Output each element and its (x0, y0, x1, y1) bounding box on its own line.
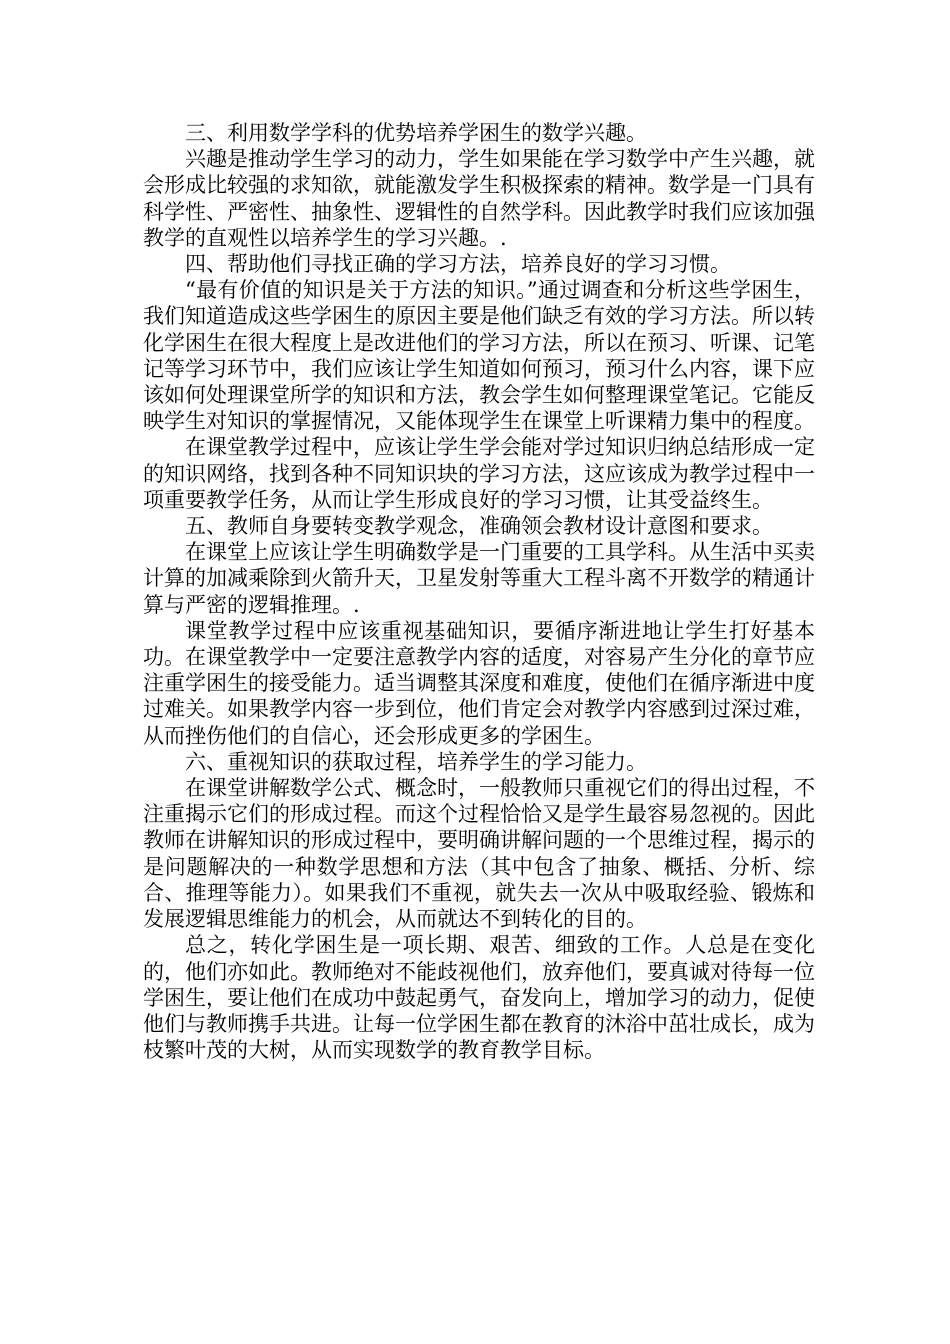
body-paragraph: 兴趣是推动学生学习的动力，学生如果能在学习数学中产生兴趣，就会形成比较强的求知欲，就能激发学生积极探索的精神。数学是一门具有科学性、严密性、抽象性、逻辑性的自然学科。因此教学时我们应该加强教学的直观性以培养学生的学习兴趣。. (143, 147, 815, 250)
body-paragraph: 在课堂教学过程中，应该让学生学会能对学过知识归纳总结形成一定的知识网络，找到各种不同知识块的学习方法，这应该成为教学过程中一项重要教学任务，从而让学生形成良好的学习习惯，让其受益终生。 (143, 435, 815, 512)
section-heading-6: 六、重视知识的获取过程，培养学生的学习能力。 (185, 749, 647, 774)
document-page (143, 120, 815, 1063)
conclusion-paragraph: 总之，转化学困生是一项长期、艰苦、细致的工作。人总是在变化的，他们亦如此。教师绝对不能歧视他们，放弃他们，要真诚对待每一位学困生，要让他们在成功中鼓起勇气，奋发向上，增加学习的动力，促使他们与教师携手共进。让每一位学困生都在教育的沐浴中茁壮成长，成为枝繁叶茂的大树，从而实现数学的教育教学目标。 (143, 933, 815, 1063)
body-paragraph: 课堂教学过程中应该重视基础知识，要循序渐进地让学生打好基本功。在课堂教学中一定要注意教学内容的适度，对容易产生分化的章节应注重学困生的接受能力。适当调整其深度和难度，使他们在循序渐进中度过难关。如果教学内容一步到位，他们肯定会对教学内容感到过深过难，从而挫伤他们的自信心，还会形成更多的学困生。 (143, 618, 815, 748)
section-heading-5: 五、教师自身要转变教学观念，准确领会教材设计意图和要求。 (185, 514, 773, 539)
body-paragraph: 在课堂上应该让学生明确数学是一门重要的工具学科。从生活中买卖计算的加减乘除到火箭升天，卫星发射等重大工程斗离不开数学的精通计算与严密的逻辑推理。. (143, 540, 815, 617)
body-paragraph: “最有价值的知识是关于方法的知识。”通过调查和分析这些学困生，我们知道造成这些学困生的原因主要是他们缺乏有效的学习方法。所以转化学困生在很大程度上是改进他们的学习方法，所以在预习、听课、记笔记等学习环节中，我们应该让学生知道如何预习，预习什么内容，课下应该如何处理课堂所学的知识和方法，教会学生如何整理课堂笔记。它能反映学生对知识的掌握情况，又能体现学生在课堂上听课精力集中的程度。 (143, 278, 815, 434)
section-heading-3: 三、利用数学学科的优势培养学困生的数学兴趣。 (185, 121, 647, 145)
body-paragraph: 在课堂讲解数学公式、概念时，一般教师只重视它们的得出过程，不注重揭示它们的形成过程。而这个过程恰恰又是学生最容易忽视的。因此教师在讲解知识的形成过程中，要明确讲解问题的一个思维过程，揭示的是问题解决的一种数学思想和方法（其中包含了抽象、概括、分析、综合、推理等能力）。如果我们不重视，就失去一次从中吸取经验、锻炼和发展逻辑思维能力的机会，从而就达不到转化的目的。 (143, 776, 815, 932)
section-heading-4: 四、帮助他们寻找正确的学习方法，培养良好的学习习惯。 (185, 252, 731, 277)
